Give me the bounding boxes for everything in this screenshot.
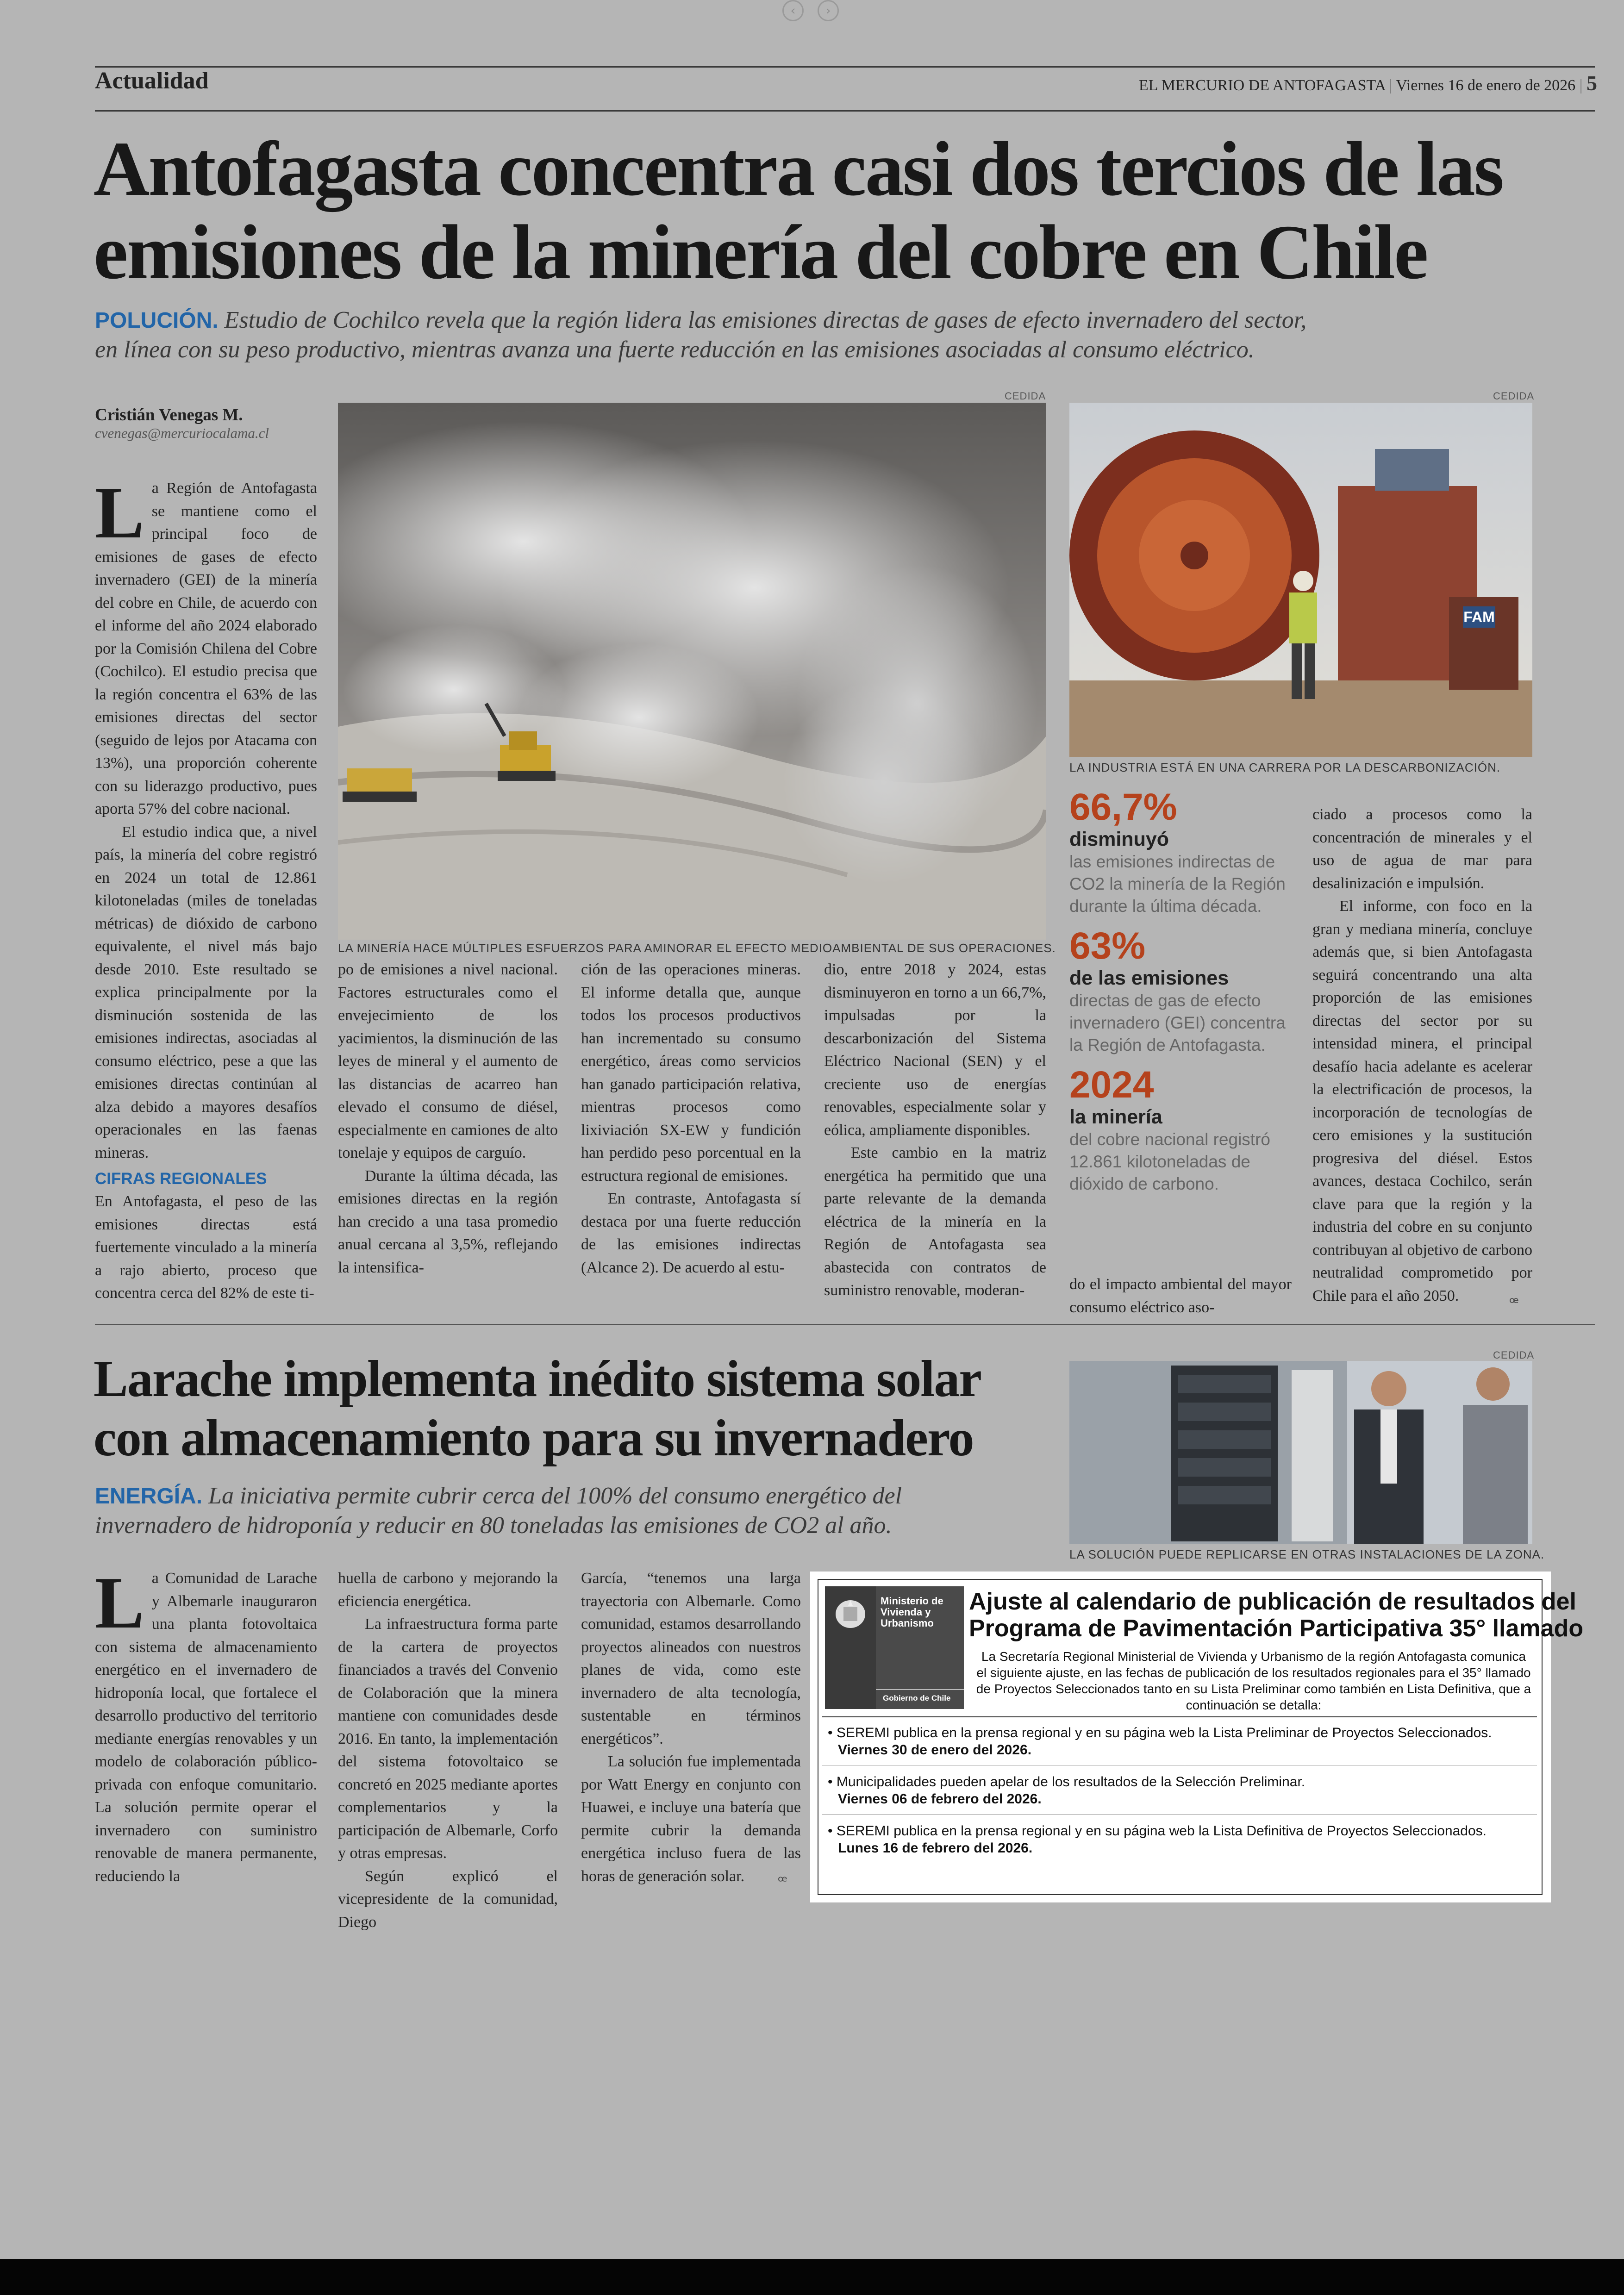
prev-page-icon[interactable]: ‹ — [782, 0, 804, 21]
article-separator — [95, 1324, 1595, 1325]
ad-item-1: • SEREMI publica en la prensa regional y en su página web la Lista Preliminar de Proyectos Seleccionados. Viernes 30 de enero del 2026. — [828, 1725, 1492, 1758]
photo1-caption: LA MINERÍA HACE MÚLTIPLES ESFUERZOS PARA AMINORAR EL EFECTO MEDIOAMBIENTAL DE SUS OPERACIONES. — [338, 941, 1056, 955]
ministry-logo — [825, 1586, 964, 1709]
article1-headline: Antofagasta concentra casi dos tercios de las emisiones de la minería del cobre en Chile — [94, 126, 1503, 295]
ad-item-2: • Municipalidades pueden apelar de los resultados de la Selección Preliminar. Viernes 06 de febrero del 2026. — [828, 1774, 1305, 1807]
next-page-icon[interactable]: › — [818, 0, 839, 21]
article1-end-icon: ꟹ — [1509, 1294, 1519, 1311]
solar-storage-photo — [1069, 1361, 1532, 1544]
page-navigation — [782, 0, 853, 21]
issue-date: Viernes 16 de enero de 2026 — [1396, 77, 1576, 94]
article2-column-3: García, “tenemos una larga trayectoria con Albemarle. Como comunidad, estamos desarrollando proyectos alineados con nuestros planes de vida, como este invernadero de alta tecnología, sustentable en términos energéticos”. La solución fue implementada por Watt Energy en conjunto con Huawei, e incluye una batería que permite cubrir la demanda energética incluso fuera de las horas de generación solar. — [581, 1570, 801, 1885]
newspaper-page — [65, 44, 1597, 2136]
mining-photo — [338, 403, 1046, 940]
byline — [95, 405, 269, 442]
article1-column-4: dio, entre 2018 y 2024, estas disminuyeron en torno a un 66,7%, impulsadas por la descarbonización del Sistema Eléctrico Nacional (SEN) y el creciente uso de energías renovables, especialmente solar y eólica, ampliamente disponibles. Este cambio en la matriz energética ha permitido que una parte relevante de la demanda eléctrica de la minería en la Región de Antofagasta sea abastecida con contratos de suministro renovable, moderan- — [824, 961, 1046, 1299]
ministry-name: Ministerio de Vivienda y Urbanismo — [881, 1595, 943, 1629]
stat-2: 63% de las emisiones directas de gas de efecto invernadero (GEI) concentra la Región de Antofagasta. — [1069, 925, 1286, 1054]
article2-column-2: huella de carbono y mejorando la eficiencia energética. La infraestructura forma parte de la cartera de proyectos financiados a través del Convenio de Colaboración que la minera mantiene con comunidades desde 2016. En tanto, la implementación del sistema fotovoltaico se concretó en 2025 mediante aportes complementarios y la participación de Albemarle, Corfo y otras empresas. Según explicó el vicepresidente de la comunidad, Diego — [338, 1570, 558, 1931]
article2-tag: ENERGÍA. — [95, 1484, 203, 1509]
subsection-heading: CIFRAS REGIONALES — [95, 1170, 267, 1188]
stats-box — [1069, 787, 1292, 1195]
article2-end-icon: ꟹ — [778, 1872, 787, 1890]
article1-column-6: ciado a procesos como la concentración de minerales y el uso de agua de mar para desalinización e impulsión. El informe, con foco en la gran y mediana minería, concluye además que, si bien Antofagasta seguirá concentrando una alta proporción de las emisiones directas del sector por su intensidad minera, el principal desafío hacia adelante es acelerar la electrificación de procesos, la incorporación de tecnologías de cero emisiones y la sustitución progresiva del diésel. Estos avances, destaca Cochilco, serán clave para que la región y la industria del cobre en su conjunto contribuyan al objetivo de carbono neutralidad comprometido por Chile para el año 2050. — [1312, 806, 1532, 1304]
stat-1: 66,7% disminuyó las emisiones indirectas de CO2 la minería de la Región durante la última década. — [1069, 786, 1286, 916]
photo2-credit: CEDIDA — [1493, 390, 1535, 402]
article2-headline: Larache implementa inédito sistema solar con almacenamiento para su invernadero — [94, 1350, 981, 1467]
bucket-wheel-photo — [1069, 403, 1532, 757]
government-label: Gobierno de Chile — [883, 1694, 951, 1703]
article1-subhead: POLUCIÓN. Estudio de Cochilco revela que la región lidera las emisiones directas de gases de efecto invernadero del sector, en línea con su peso productivo, mientras avanza una fuerte reducción en las emisiones asociadas al consumo eléctrico. — [95, 307, 1307, 363]
publication-name: EL MERCURIO DE ANTOFAGASTA — [1138, 77, 1386, 94]
masthead: EL MERCURIO DE ANTOFAGASTA | Viernes 16 de enero de 2026 | 5 — [1138, 71, 1597, 95]
article1-column-3: ción de las operaciones mineras. El informe detalla que, aunque todos los procesos productivos han incrementado su consumo energético, áreas como servicios han ganado participación relativa, mientras procesos como lixiviación SX-EW y fundición han perdido peso porcentual en la estructura regional de emisiones. En contraste, Antofagasta sí destaca por una fuerte reducción de las emisiones indirectas (Alcance 2). De acuerdo al estu- — [581, 961, 801, 1276]
fam-sign: FAM — [1463, 609, 1495, 625]
photo3-credit: CEDIDA — [1493, 1349, 1535, 1361]
header-top-rule — [95, 66, 1595, 68]
stat-3: 2024 la minería del cobre nacional registró 12.861 kilotoneladas de dióxido de carbono. — [1069, 1064, 1270, 1193]
page-number: 5 — [1587, 71, 1597, 95]
photo3-caption: LA SOLUCIÓN PUEDE REPLICARSE EN OTRAS INSTALACIONES DE LA ZONA. — [1069, 1547, 1545, 1561]
article2-subhead: ENERGÍA. La iniciativa permite cubrir cerca del 100% del consumo energético del invernadero de hidroponía y reducir en 80 toneladas las emisiones de CO2 al año. — [95, 1483, 902, 1539]
drop-cap: L — [95, 471, 144, 554]
author-name: Cristián Venegas M. — [95, 405, 243, 424]
bucket-wheel-icon — [1069, 430, 1319, 680]
bottom-bar — [0, 2259, 1624, 2295]
article1-column-5-tail: do el impacto ambiental del mayor consumo eléctrico aso- — [1069, 1276, 1292, 1316]
author-email[interactable]: cvenegas@mercuriocalama.cl — [95, 425, 269, 441]
ad-body: La Secretaría Regional Ministerial de Vivienda y Urbanismo de la región Antofagasta comunica el siguiente ajuste, en las fechas de publicación de los resultados regionales para el 35° llamado de Proyectos Seleccionados tanto en su Lista Preliminar como también en Lista Definitiva, que a continuación se detalla: — [976, 1649, 1531, 1712]
article2-column-1: La Comunidad de Larache y Albemarle inauguraron una planta fotovoltaica con sistema de almacenamiento energético en el invernadero de hidroponía local, que fortalece el desarrollo productivo del territorio mediante energías renovables y un modelo de colaboración público-privada con enfoque comunitario. La solución permite operar el invernadero con suministro renovable de manera permanente, reduciendo la — [95, 1561, 317, 1885]
coat-of-arms-icon — [825, 1586, 876, 1642]
header-bottom-rule — [95, 110, 1595, 112]
ad-item-3: • SEREMI publica en la prensa regional y en su página web la Lista Definitiva de Proyectos Seleccionados. Lunes 16 de febrero del 2026. — [828, 1823, 1487, 1856]
photo1-credit: CEDIDA — [1005, 390, 1046, 402]
ad-title: Ajuste al calendario de publicación de resultados del Programa de Pavimentación Participativa 35° llamado — [969, 1588, 1584, 1642]
ministry-notice-ad — [810, 1572, 1584, 1902]
ad-frame — [818, 1579, 1584, 1895]
photo2-caption: LA INDUSTRIA ESTÁ EN UNA CARRERA POR LA DESCARBONIZACIÓN. — [1069, 761, 1501, 774]
section-label: Actualidad — [95, 68, 209, 94]
article1-tag: POLUCIÓN. — [95, 308, 219, 333]
loader-icon — [343, 768, 417, 802]
battery-rack-icon — [1171, 1366, 1278, 1541]
article1-column-1: La Región de Antofagasta se mantiene como el principal foco de emisiones de gases de efecto invernadero (GEI) de la minería del cobre en Chile, de acuerdo con el informe del año 2024 elaborado por la Comisión Chilena del Cobre (Cochilco). El estudio precisa que la región concentra el 63% de las emisiones directas del sector (seguido de lejos por Atacama con 13%), una proporción coherente con su liderazgo productivo, pues aporta 57% del cobre nacional. El estudio indica que, a nivel país, la minería del cobre registró en 2024 un total de 12.861 kilotoneladas (miles de toneladas métricas) de dióxido de carbono equivalente, el nivel más bajo desde 2010. Este resultado se explica principalmente por la disminución sostenida de las emisiones indirectas, asociadas al consumo eléctrico, pese a que las emisiones directas continúan al alza debido a mayores desafíos operacionales en las faenas mineras. CIFRAS REGIONALES En Antofagasta, el peso de las emisiones directas está fuertemente vinculado a la minería a rajo abierto, proceso que concentra cerca del 82% de este ti- — [95, 471, 317, 1302]
drop-cap-2: L — [95, 1561, 144, 1644]
article1-column-2: po de emisiones a nivel nacional. Factores estructurales como el envejecimiento de los yacimientos, la disminución de las leyes de mineral y el aumento de las distancias de acarreo han elevado el consumo de diésel, especialmente en camiones de alto tonelaje y equipos de carguío. Durante la última década, las emisiones directas en la región han crecido a una tasa promedio anual cercana al 3,5%, reflejando la intensifica- — [338, 961, 558, 1276]
